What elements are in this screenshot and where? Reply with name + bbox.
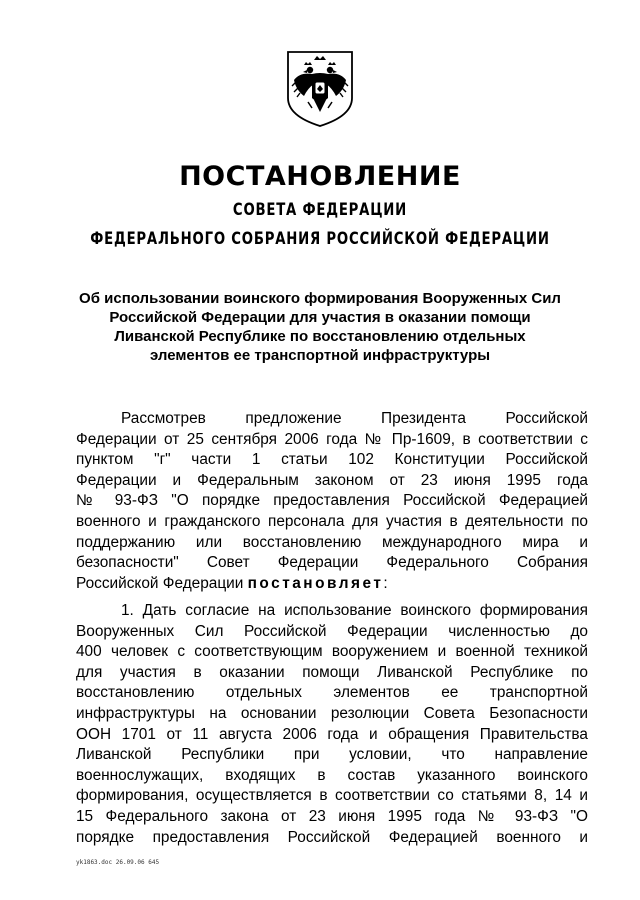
- file-reference-footer: yk1863.doc 26.09.06 645: [76, 859, 160, 866]
- heading-line: Ливанской Республике по восстановлению отдельных: [114, 328, 526, 345]
- paragraph-line: порядке предоставления Российской Федерацией военного и: [76, 828, 588, 846]
- paragraph-line: Вооруженных Сил Российской Федерации численностью до: [76, 622, 588, 640]
- issuer-line-1: СОВЕТА ФЕДЕРАЦИИ: [232, 200, 408, 220]
- coat-of-arms-emblem: [282, 48, 358, 128]
- paragraph-line: пунктом "г" части 1 статьи 102 Конституции Российской: [76, 451, 588, 469]
- resolution-heading: [60, 289, 580, 365]
- heading-line: Об использовании воинского формирования Вооруженных Сил: [79, 290, 561, 307]
- issuer-line-2: ФЕДЕРАЛЬНОГО СОБРАНИЯ РОССИЙСКОЙ ФЕДЕРАЦИИ: [90, 229, 550, 249]
- paragraph-line: для участия в оказании помощи Ливанской Республике по: [76, 663, 588, 681]
- paragraph-line: поддержанию или восстановлению международного мира и: [76, 533, 588, 551]
- decree-colon: :: [383, 574, 388, 592]
- clause-1-paragraph: [76, 601, 588, 848]
- document-title: ПОСТАНОВЛЕНИЕ: [179, 161, 461, 192]
- heading-line: Российской Федерации для участия в оказании помощи: [109, 309, 531, 326]
- paragraph-line: Ливанской Республики при условии, что направление: [76, 746, 588, 764]
- paragraph-line: № 93-ФЗ "О порядке предоставления Российской Федерацией: [76, 492, 588, 510]
- paragraph-line: инфраструктуры на основании резолюции Совета Безопасности: [76, 704, 588, 722]
- paragraph-line: военного и гражданского персонала для участия в деятельности по: [76, 512, 588, 530]
- paragraph-line: 400 человек с соответствующим вооружением и военной техникой: [76, 643, 588, 661]
- decree-prefix: Российской Федерации: [76, 574, 248, 592]
- paragraph-line: Федерации и Федеральным законом от 23 июня 1995 года: [76, 471, 588, 489]
- decree-verb: постановляет: [247, 574, 384, 592]
- paragraph-line: военнослужащих, входящих в состав указанного воинского: [76, 766, 588, 784]
- paragraph-line: ООН 1701 от 11 августа 2006 года и обращения Правительства: [76, 725, 588, 743]
- paragraph-line: безопасности" Совет Федерации Федерального Собрания: [76, 554, 588, 572]
- paragraph-line: восстановлению отдельных элементов ее транспортной: [76, 684, 588, 702]
- paragraph-line: Федерации от 25 сентября 2006 года № Пр-1609, в соответствии с: [76, 430, 588, 448]
- paragraph-line: формирования, осуществляется в соответствии со статьями 8, 14 и: [76, 787, 588, 805]
- paragraph-line: 15 Федерального закона от 23 июня 1995 года № 93-ФЗ "О: [76, 807, 588, 825]
- heading-line: элементов ее транспортной инфраструктуры: [149, 347, 491, 364]
- double-headed-eagle-icon: [282, 48, 358, 128]
- paragraph-line: Рассмотрев предложение Президента Российской: [121, 410, 588, 427]
- paragraph-line: [76, 574, 588, 595]
- paragraph-line: 1. Дать согласие на использование воинского формирования: [121, 602, 588, 619]
- preamble-paragraph: [76, 409, 588, 594]
